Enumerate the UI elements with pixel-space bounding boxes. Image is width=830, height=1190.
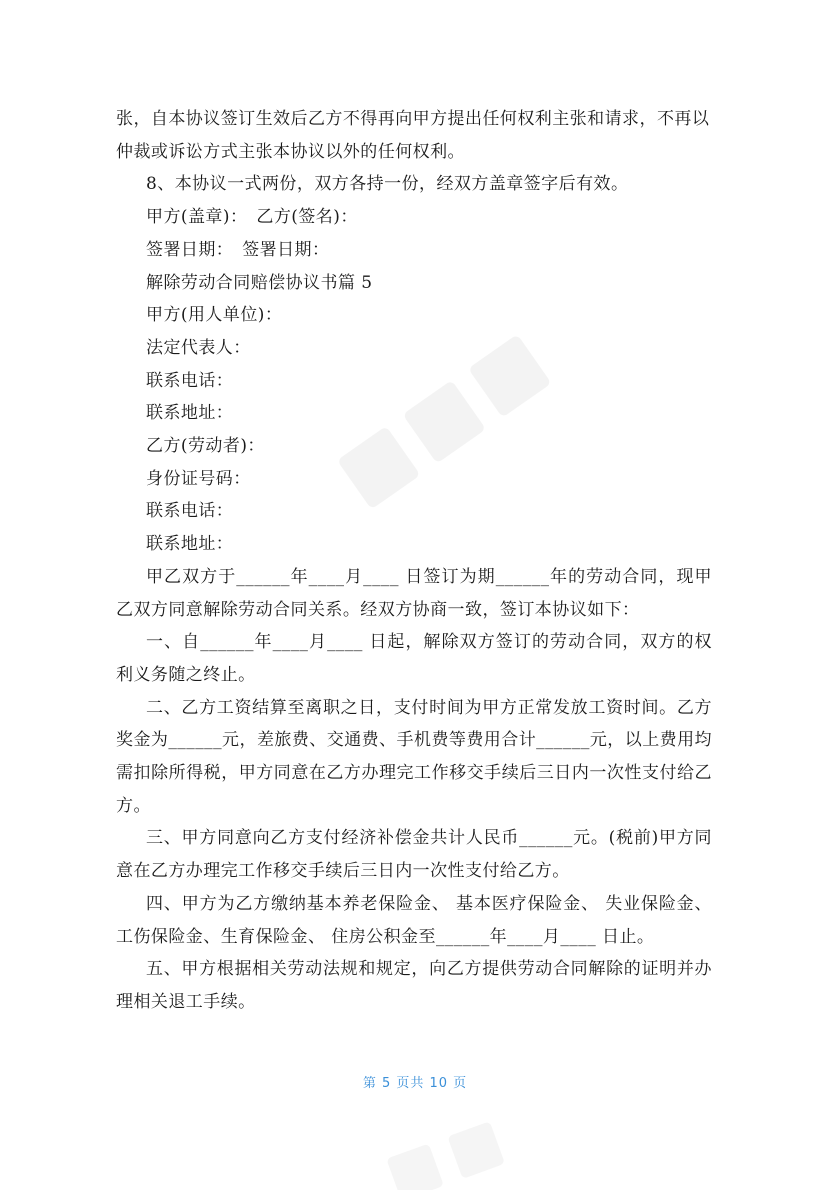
paragraph: 签署日期： 签署日期： xyxy=(146,239,330,260)
paragraph: 联系电话： xyxy=(146,501,234,522)
paragraph: 联系电话： xyxy=(146,370,234,391)
paragraph: 三、甲方同意向乙方支付经济补偿金共计人民币______元。(税前)甲方同意在乙方办理完工作移交手续后三日内一次性支付给乙方。 xyxy=(116,828,712,882)
paragraph: 仲裁或诉讼方式主张本协议以外的任何权利。 xyxy=(116,141,465,162)
paragraph: 解除劳动合同赔偿协议书篇 5 xyxy=(146,272,373,293)
watermark-logo-bottom xyxy=(360,1120,580,1190)
paragraph: 联系地址： xyxy=(146,534,234,555)
paragraph: 8、本协议一式两份，双方各持一份，经双方盖章签字后有效。 xyxy=(146,174,629,195)
paragraph: 甲方(用人单位)： xyxy=(146,305,283,326)
paragraph: 二、乙方工资结算至离职之日，支付时间为甲方正常发放工资时间。乙方奖金为______元，差旅费、交通费、手机费等费用合计______元，以上费用均需扣除所得税，甲方同意在乙方办理完工作移交手续后三日内一次性支付给乙方。 xyxy=(116,697,712,816)
paragraph: 一、自______年____月____ 日起，解除双方签订的劳动合同，双方的权利义务随之终止。 xyxy=(116,632,712,685)
paragraph: 联系地址： xyxy=(146,403,234,424)
paragraph: 甲方(盖章)： 乙方(签名)： xyxy=(146,207,358,228)
paragraph: 甲乙双方于______年____月____ 日签订为期______年的劳动合同，现甲乙双方同意解除劳动合同关系。经双方协商一致，签订本协议如下： xyxy=(116,566,712,620)
paragraph: 四、甲方为乙方缴纳基本养老保险金、 基本医疗保险金、 失业保险金、工伤保险金、生育保险金、 住房公积金至______年____月____ 日止。 xyxy=(116,893,712,947)
paragraph: 五、甲方根据相关劳动法规和规定，向乙方提供劳动合同解除的证明并办理相关退工手续。 xyxy=(116,959,712,1012)
page-footer: 第 5 页共 10 页 xyxy=(362,1076,468,1091)
document-body xyxy=(116,103,712,1019)
paragraph: 身份证号码： xyxy=(146,468,251,489)
paragraph: 法定代表人： xyxy=(146,337,251,358)
paragraph: 张，自本协议签订生效后乙方不得再向甲方提出任何权利主张和请求，不再以 xyxy=(116,109,710,129)
paragraph: 乙方(劳动者)： xyxy=(146,436,265,457)
